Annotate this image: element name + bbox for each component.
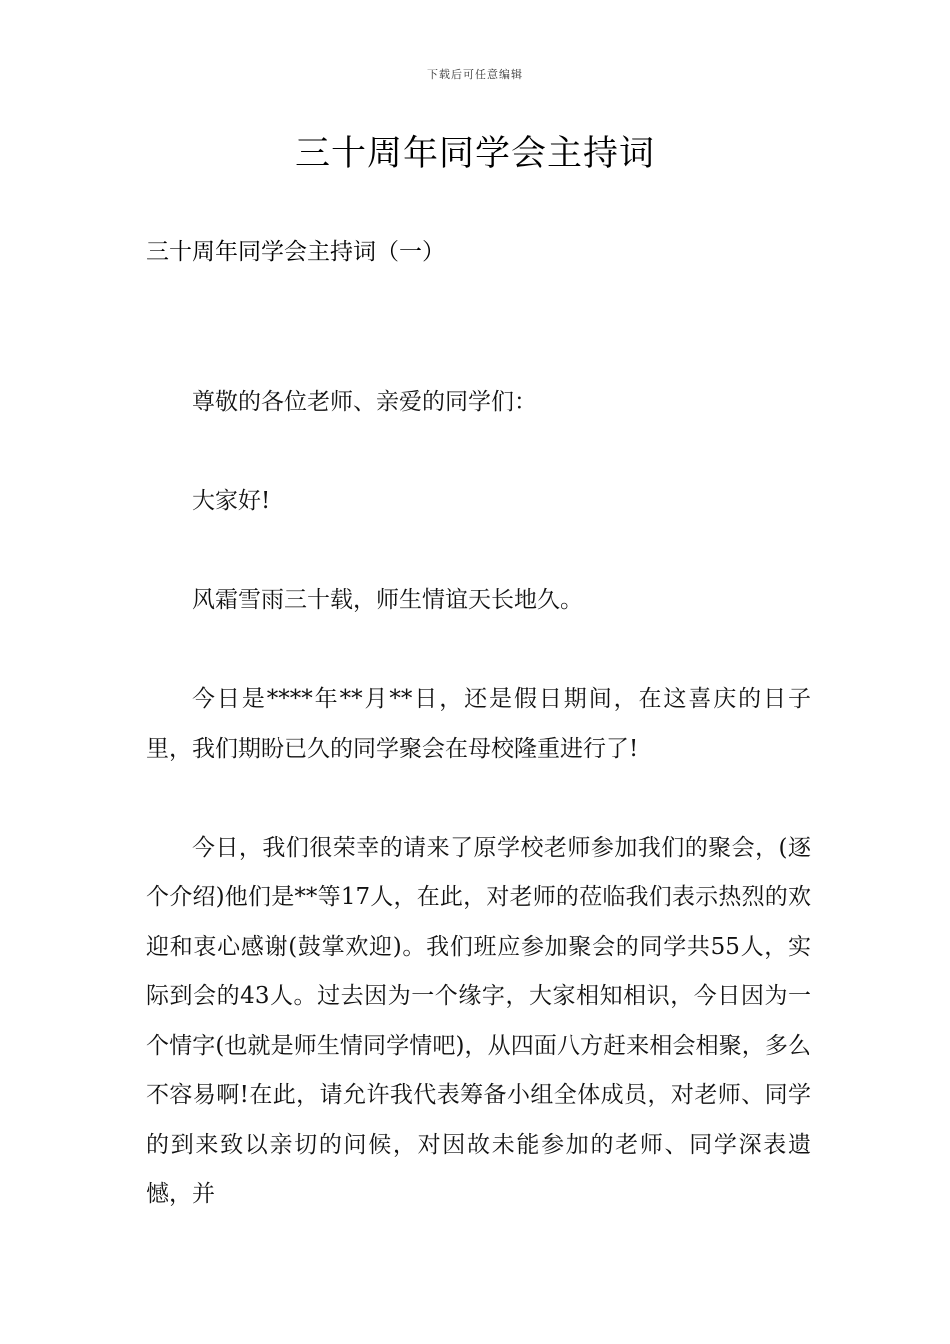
document-body bbox=[146, 378, 811, 1269]
section-title: 三十周年同学会主持词（一） bbox=[146, 239, 445, 265]
paragraph-opening-line: 风霜雪雨三十载，师生情谊天长地久。 bbox=[192, 587, 583, 613]
paragraph-greeting: 大家好! bbox=[192, 488, 271, 514]
header-note: 下载后可任意编辑 bbox=[427, 68, 523, 81]
paragraph-date: 今日是****年**月**日，还是假日期间，在这喜庆的日子里，我们期盼已久的同学聚会在母校隆重进行了! bbox=[146, 686, 811, 762]
paragraph-salutation: 尊敬的各位老师、亲爱的同学们： bbox=[192, 389, 537, 415]
paragraph-introduction: 今日，我们很荣幸的请来了原学校老师参加我们的聚会，(逐个介绍)他们是**等17人，在此，对老师的莅临我们表示热烈的欢迎和衷心感谢(鼓掌欢迎)。我们班应参加聚会的同学共55人，实际到会的43人。过去因为一个缘字，大家相知相识，今日因为一个情字(也就是师生情同学情吧)，从四面八方赶来相会相聚，多么不容易啊!在此，请允许我代表筹备小组全体成员，对老师、同学的到来致以亲切的问候，对因故未能参加的老师、同学深表遗憾，并 bbox=[146, 834, 811, 1207]
document-title: 三十周年同学会主持词 bbox=[294, 134, 655, 174]
